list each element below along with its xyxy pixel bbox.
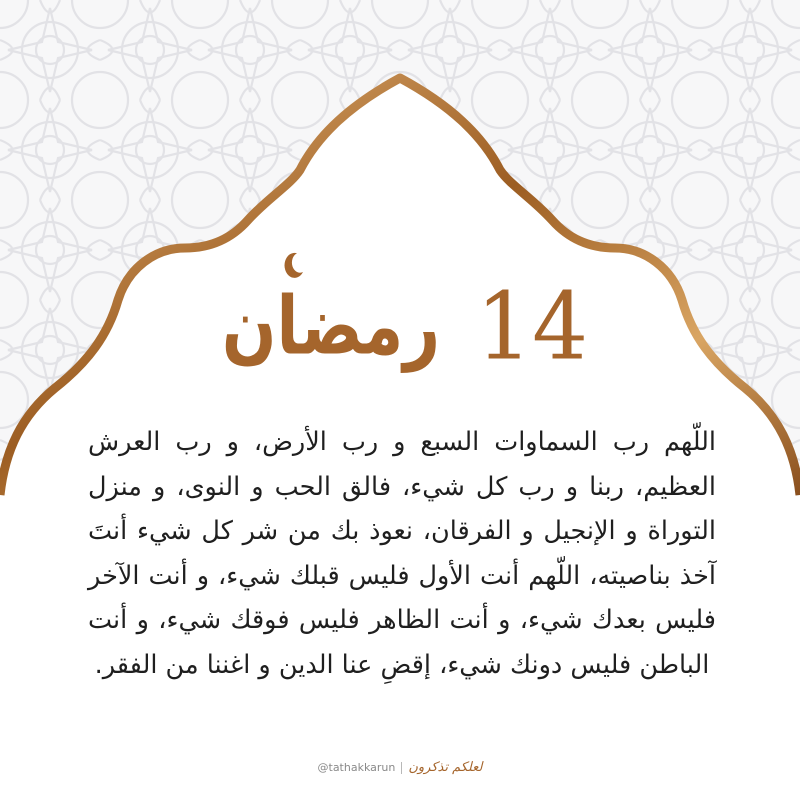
dua-text: اللّهم رب السماوات السبع و رب الأرض، و رب العرش العظيم، ربنا و رب كل شيء، فالق الحب و النوى، و منزل التوراة و الإنجيل و الفرقان، نعوذ بك من شر كل شيء أنتَ آخذ بناصيته، اللّهم أنت الأول فليس قبلك شيء، و أنت الآخر فليس بعدك شيء، و أنت الظاهر فليس فوقك شيء، و أنت الباطن فليس دونك شيء، إقضِ عنا الدين و اغننا من الفقر.	[88, 427, 716, 680]
day-number: 14	[476, 272, 589, 381]
footer	[0, 760, 800, 775]
footer-logo: لعلكم تذكرون	[408, 760, 483, 775]
crescent-moon-icon	[280, 250, 306, 283]
day-header	[221, 272, 589, 382]
ramadan-title	[221, 280, 441, 374]
month-word: رمضان	[221, 280, 441, 374]
footer-divider	[401, 762, 402, 774]
footer-handle: @tathakkarun	[317, 761, 396, 774]
